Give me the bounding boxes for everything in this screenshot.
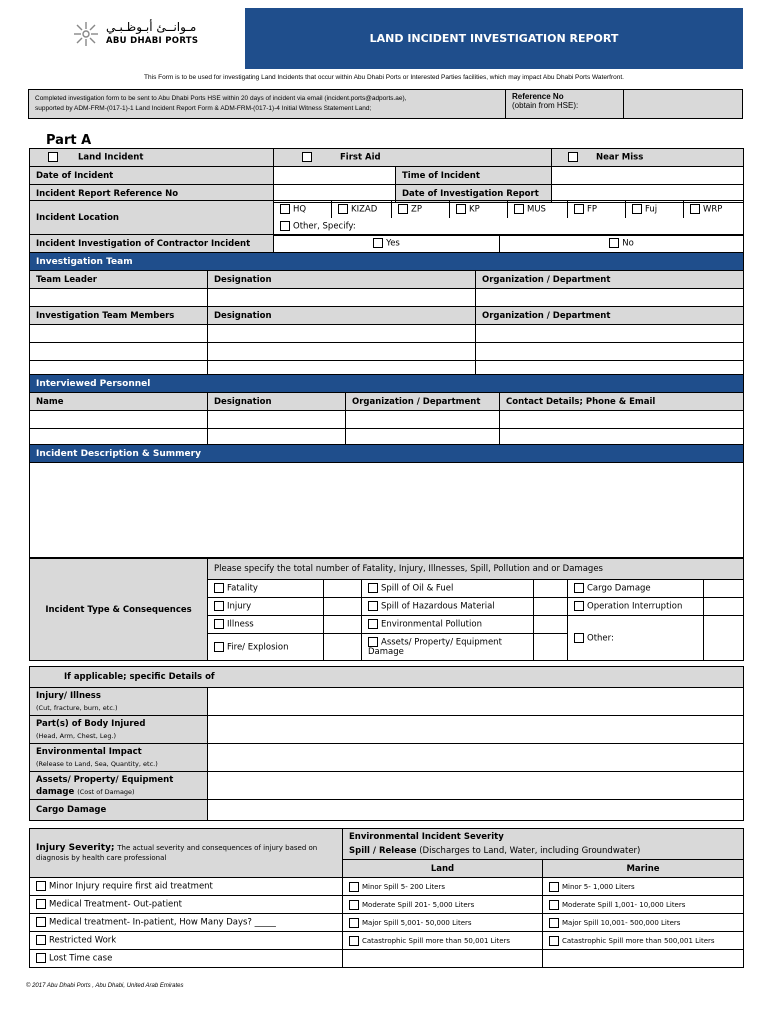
- submission-box: [28, 89, 743, 119]
- asset-damage-label: Assets/ Property/ Equipment Damage: [368, 637, 502, 658]
- operation-interruption-count-field[interactable]: [704, 598, 744, 616]
- env-pollution-count-field[interactable]: [534, 616, 568, 634]
- contractor-yes-label: Yes: [386, 238, 400, 249]
- location-other-option[interactable]: [274, 218, 744, 236]
- interviewed-contact-header: Contact Details; Phone & Email: [500, 393, 744, 411]
- contractor-label: Incident Investigation of Contractor Incident: [30, 235, 274, 253]
- marine-spill-checkbox[interactable]: [549, 900, 559, 910]
- contractor-no-checkbox[interactable]: [609, 238, 619, 248]
- operation-interruption-checkbox[interactable]: [574, 601, 584, 611]
- first-aid-checkbox[interactable]: [302, 152, 312, 162]
- other-consequence-label: Other:: [587, 633, 614, 644]
- investigation-date-label: Date of Investigation Report: [396, 185, 552, 203]
- report-title: LAND INCIDENT INVESTIGATION REPORT: [369, 32, 619, 45]
- team-member-designation-field[interactable]: [208, 325, 476, 343]
- asset-damage-detail-field[interactable]: [208, 772, 744, 800]
- incident-description-field[interactable]: [30, 463, 744, 558]
- fire-count-field[interactable]: [324, 634, 362, 661]
- injury-illness-hint: (Cut, fracture, burn, etc.): [36, 703, 118, 712]
- land-spill-checkbox[interactable]: [349, 900, 359, 910]
- environmental-impact-title: Environmental Impact: [36, 746, 142, 757]
- near-miss-checkbox[interactable]: [568, 152, 578, 162]
- cargo-damage-count-field[interactable]: [704, 580, 744, 598]
- injury-severity-option[interactable]: [30, 878, 343, 896]
- marine-header: Marine: [543, 860, 744, 878]
- marine-spill-option[interactable]: [543, 878, 744, 896]
- incident-location-table: [29, 200, 744, 236]
- reference-hint: (obtain from HSE):: [512, 101, 579, 110]
- env-pollution-option[interactable]: [362, 616, 534, 634]
- specific-details-header: If applicable; specific Details of: [30, 667, 744, 688]
- operation-interruption-option[interactable]: [568, 598, 704, 616]
- land-incident-option[interactable]: [30, 149, 274, 167]
- land-incident-label: Land Incident: [78, 152, 144, 163]
- marine-spill-option[interactable]: [543, 914, 744, 932]
- team-leader-name-field[interactable]: [30, 289, 208, 307]
- hazmat-spill-label: Spill of Hazardous Material: [381, 601, 495, 612]
- injury-severity-label: Medical Treatment- Out-patient: [49, 899, 183, 910]
- report-title-banner: [245, 8, 743, 69]
- env-severity-title: Environmental Incident Severity: [349, 832, 504, 842]
- interviewed-name-header: Name: [30, 393, 208, 411]
- land-spill-option[interactable]: [343, 932, 543, 950]
- env-severity-header: [343, 829, 744, 860]
- contractor-yes-option[interactable]: [274, 235, 500, 253]
- location-option-wrp[interactable]: [684, 201, 744, 219]
- location-label: Fuj: [645, 204, 658, 215]
- injury-severity-checkbox[interactable]: [36, 899, 46, 909]
- location-checkbox[interactable]: [398, 204, 408, 214]
- injury-severity-header: [30, 829, 343, 878]
- team-members-header: Investigation Team Members: [30, 307, 208, 325]
- location-checkbox[interactable]: [574, 204, 584, 214]
- injury-severity-checkbox[interactable]: [36, 881, 46, 891]
- consequences-instruction: Please specify the total number of Fatality, Injury, Illnesses, Spill, Pollution and or Damages: [208, 559, 744, 580]
- injury-severity-option[interactable]: [30, 932, 343, 950]
- illness-count-field[interactable]: [324, 616, 362, 634]
- location-option-fp[interactable]: [568, 201, 626, 219]
- team-leader-designation-header: Designation: [208, 271, 476, 289]
- other-consequence-option[interactable]: [568, 616, 704, 661]
- body-part-field[interactable]: [208, 716, 744, 744]
- fire-checkbox[interactable]: [214, 642, 224, 652]
- land-incident-checkbox[interactable]: [48, 152, 58, 162]
- severity-table: [29, 828, 744, 968]
- asset-damage-count-field[interactable]: [534, 634, 568, 661]
- operation-interruption-label: Operation Interruption: [587, 601, 683, 612]
- logo-mark-icon: [72, 20, 100, 48]
- company-logo: [72, 18, 212, 52]
- location-checkbox[interactable]: [514, 204, 524, 214]
- asset-damage-detail-title: Assets/ Property/ Equipment damage: [36, 774, 174, 797]
- location-label: FP: [587, 204, 598, 215]
- investigation-team-header: Investigation Team: [30, 253, 744, 271]
- land-spill-option[interactable]: [343, 878, 543, 896]
- marine-spill-option[interactable]: [543, 896, 744, 914]
- land-spill-checkbox[interactable]: [349, 936, 359, 946]
- near-miss-label: Near Miss: [596, 152, 644, 163]
- team-member-org-field[interactable]: [476, 325, 744, 343]
- location-label: MUS: [527, 204, 546, 215]
- oil-spill-count-field[interactable]: [534, 580, 568, 598]
- marine-spill-label: Major Spill 10,001- 500,000 Liters: [562, 918, 681, 927]
- injury-label: Injury: [227, 601, 252, 612]
- interviewed-org-header: Organization / Department: [346, 393, 500, 411]
- land-spill-checkbox[interactable]: [349, 918, 359, 928]
- team-members-org-header: Organization / Department: [476, 307, 744, 325]
- oil-spill-option[interactable]: [362, 580, 534, 598]
- location-option-mus[interactable]: [508, 201, 568, 219]
- fatality-label: Fatality: [227, 583, 258, 594]
- team-leader-org-header: Organization / Department: [476, 271, 744, 289]
- spill-hint: (Discharges to Land, Water, including Groundwater): [419, 846, 641, 856]
- env-pollution-checkbox[interactable]: [368, 619, 378, 629]
- asset-damage-option[interactable]: [362, 634, 534, 661]
- interviewed-org-field[interactable]: [346, 411, 500, 429]
- marine-spill-checkbox[interactable]: [549, 918, 559, 928]
- injury-checkbox[interactable]: [214, 601, 224, 611]
- cargo-damage-label: Cargo Damage: [587, 583, 651, 594]
- intro-note: This Form is to be used for investigating Land Incidents that occur within Abu Dhabi Ports or Interested Parties facilities, which may impact Abu Dhabi Ports Waterfront.: [144, 74, 624, 81]
- land-spill-label: Minor Spill 5- 200 Liters: [362, 882, 445, 891]
- injury-severity-label: Lost Time case: [49, 953, 113, 964]
- environmental-impact-hint: (Release to Land, Sea, Quantity, etc.): [36, 759, 158, 768]
- env-pollution-label: Environmental Pollution: [381, 619, 482, 630]
- location-label: HQ: [293, 204, 307, 215]
- injury-severity-checkbox[interactable]: [36, 917, 46, 927]
- marine-spill-label: Moderate Spill 1,001- 10,000 Liters: [562, 900, 686, 909]
- hazmat-spill-option[interactable]: [362, 598, 534, 616]
- logo-arabic-text: مـوانــئ أبـوظـبـي: [106, 20, 197, 34]
- injury-severity-title: Injury Severity;: [36, 843, 115, 853]
- injury-severity-option[interactable]: [30, 950, 343, 968]
- contractor-no-option[interactable]: [500, 235, 744, 253]
- body-part-hint: (Head, Arm, Chest, Leg.): [36, 731, 117, 740]
- incident-description-table: [29, 444, 744, 558]
- logo-english-text: ABU DHABI PORTS: [106, 36, 199, 46]
- injury-illness-title: Injury/ Illness: [36, 690, 101, 701]
- incident-consequences-table: [29, 558, 744, 661]
- marine-spill-empty-cell: [543, 950, 744, 968]
- oil-spill-checkbox[interactable]: [368, 583, 378, 593]
- incident-details-table: [29, 148, 744, 203]
- consequences-label: Incident Type & Consequences: [30, 559, 208, 661]
- illness-option[interactable]: [208, 616, 324, 634]
- injury-count-field[interactable]: [324, 598, 362, 616]
- part-a-heading: Part A: [46, 133, 92, 148]
- interviewed-personnel-header: Interviewed Personnel: [30, 375, 744, 393]
- location-option-fuj[interactable]: [626, 201, 684, 219]
- location-option-kizad[interactable]: [332, 201, 392, 219]
- first-aid-label: First Aid: [340, 152, 381, 163]
- illness-checkbox[interactable]: [214, 619, 224, 629]
- hazmat-spill-checkbox[interactable]: [368, 601, 378, 611]
- asset-damage-checkbox[interactable]: [368, 637, 378, 647]
- location-checkbox[interactable]: [338, 204, 348, 214]
- environmental-impact-label: [30, 744, 208, 772]
- fatality-checkbox[interactable]: [214, 583, 224, 593]
- contractor-no-label: No: [622, 238, 634, 249]
- cargo-damage-detail-label: Cargo Damage: [30, 800, 208, 821]
- location-option-kp[interactable]: [450, 201, 508, 219]
- asset-damage-detail-hint: (Cost of Damage): [77, 787, 135, 796]
- team-leader-org-field[interactable]: [476, 289, 744, 307]
- hazmat-spill-count-field[interactable]: [534, 598, 568, 616]
- spill-title: Spill / Release: [349, 846, 417, 856]
- location-option-hq[interactable]: [274, 201, 332, 219]
- cargo-damage-checkbox[interactable]: [574, 583, 584, 593]
- time-of-incident-label: Time of Incident: [396, 167, 552, 185]
- location-checkbox[interactable]: [280, 204, 290, 214]
- fire-option[interactable]: [208, 634, 324, 661]
- injury-illness-field[interactable]: [208, 688, 744, 716]
- land-header: Land: [343, 860, 543, 878]
- injury-option[interactable]: [208, 598, 324, 616]
- other-consequence-field[interactable]: [704, 616, 744, 661]
- submission-note-line1: Completed investigation form to be sent to Abu Dhabi Ports HSE within 20 days of incident via email (incident.ports@adports.ae),: [35, 95, 407, 102]
- land-spill-label: Catastrophic Spill more than 50,001 Liters: [362, 936, 511, 945]
- injury-severity-label: Restricted Work: [49, 935, 117, 946]
- near-miss-option[interactable]: [552, 149, 744, 167]
- land-spill-option[interactable]: [343, 914, 543, 932]
- contractor-yes-checkbox[interactable]: [373, 238, 383, 248]
- interviewed-name-field[interactable]: [30, 411, 208, 429]
- interviewed-designation-field[interactable]: [208, 411, 346, 429]
- marine-spill-label: Minor 5- 1,000 Liters: [562, 882, 635, 891]
- report-ref-label: Incident Report Reference No: [30, 185, 274, 203]
- oil-spill-label: Spill of Oil & Fuel: [381, 583, 454, 594]
- time-of-incident-field[interactable]: [552, 167, 744, 185]
- land-spill-label: Moderate Spill 201- 5,000 Liters: [362, 900, 475, 909]
- location-other-checkbox[interactable]: [280, 221, 290, 231]
- reference-label: Reference No: [512, 92, 564, 101]
- submission-note: [29, 90, 506, 118]
- location-label: WRP: [703, 204, 723, 215]
- location-checkbox[interactable]: [456, 204, 466, 214]
- location-label: KP: [469, 204, 480, 215]
- team-member-name-field[interactable]: [30, 325, 208, 343]
- fire-label: Fire/ Explosion: [227, 642, 289, 653]
- location-checkbox[interactable]: [690, 204, 700, 214]
- injury-severity-checkbox[interactable]: [36, 953, 46, 963]
- injury-severity-hint: The actual severity and consequences of injury based on diagnosis by health care professional: [36, 844, 318, 862]
- environmental-impact-field[interactable]: [208, 744, 744, 772]
- date-of-incident-label: Date of Incident: [30, 167, 274, 185]
- land-spill-empty-cell: [343, 950, 543, 968]
- other-consequence-checkbox[interactable]: [574, 633, 584, 643]
- marine-spill-label: Catastrophic Spill more than 500,001 Liters: [562, 936, 715, 945]
- injury-illness-label: [30, 688, 208, 716]
- body-part-title: Part(s) of Body Injured: [36, 718, 146, 729]
- land-spill-checkbox[interactable]: [349, 882, 359, 892]
- location-label: ZP: [411, 204, 422, 215]
- marine-spill-option[interactable]: [543, 932, 744, 950]
- injury-severity-label: Medical treatment- In-patient, How Many Days? _____: [49, 917, 276, 928]
- land-spill-option[interactable]: [343, 896, 543, 914]
- marine-spill-checkbox[interactable]: [549, 936, 559, 946]
- location-other-label: Other, Specify:: [293, 221, 356, 232]
- specific-details-table: [29, 666, 744, 821]
- cargo-damage-detail-field[interactable]: [208, 800, 744, 821]
- injury-severity-option[interactable]: [30, 914, 343, 932]
- first-aid-option[interactable]: [274, 149, 552, 167]
- location-option-zp[interactable]: [392, 201, 450, 219]
- date-of-incident-field[interactable]: [274, 167, 396, 185]
- reference-label-cell: [506, 90, 624, 118]
- injury-severity-option[interactable]: [30, 896, 343, 914]
- submission-note-line2: supported by ADM-FRM-(017-1)-1 Land Incident Report Form & ADM-FRM-(017-1)-4 Initial Witness Statement Land;: [35, 105, 372, 112]
- body-part-label: [30, 716, 208, 744]
- location-label: KIZAD: [351, 204, 378, 215]
- interviewed-designation-header: Designation: [208, 393, 346, 411]
- reference-input[interactable]: [624, 90, 742, 118]
- team-members-designation-header: Designation: [208, 307, 476, 325]
- contractor-table: [29, 234, 744, 253]
- team-member-org-field[interactable]: [476, 343, 744, 361]
- marine-spill-checkbox[interactable]: [549, 882, 559, 892]
- investigation-team-table: [29, 252, 744, 379]
- team-leader-header: Team Leader: [30, 271, 208, 289]
- team-member-name-field[interactable]: [30, 343, 208, 361]
- cargo-damage-option[interactable]: [568, 580, 704, 598]
- injury-severity-checkbox[interactable]: [36, 935, 46, 945]
- incident-location-label: Incident Location: [30, 201, 274, 236]
- fatality-count-field[interactable]: [324, 580, 362, 598]
- interviewed-contact-field[interactable]: [500, 411, 744, 429]
- injury-severity-label: Minor Injury require first aid treatment: [49, 881, 213, 892]
- footer-copyright: © 2017 Abu Dhabi Ports , Abu Dhabi, United Arab Emirates: [26, 983, 184, 989]
- asset-damage-detail-label: [30, 772, 208, 800]
- team-leader-designation-field[interactable]: [208, 289, 476, 307]
- incident-description-header: Incident Description & Summery: [30, 445, 744, 463]
- location-checkbox[interactable]: [632, 204, 642, 214]
- team-member-designation-field[interactable]: [208, 343, 476, 361]
- land-spill-label: Major Spill 5,001- 50,000 Liters: [362, 918, 472, 927]
- interviewed-personnel-table: [29, 374, 744, 447]
- fatality-option[interactable]: [208, 580, 324, 598]
- illness-label: Illness: [227, 619, 254, 630]
